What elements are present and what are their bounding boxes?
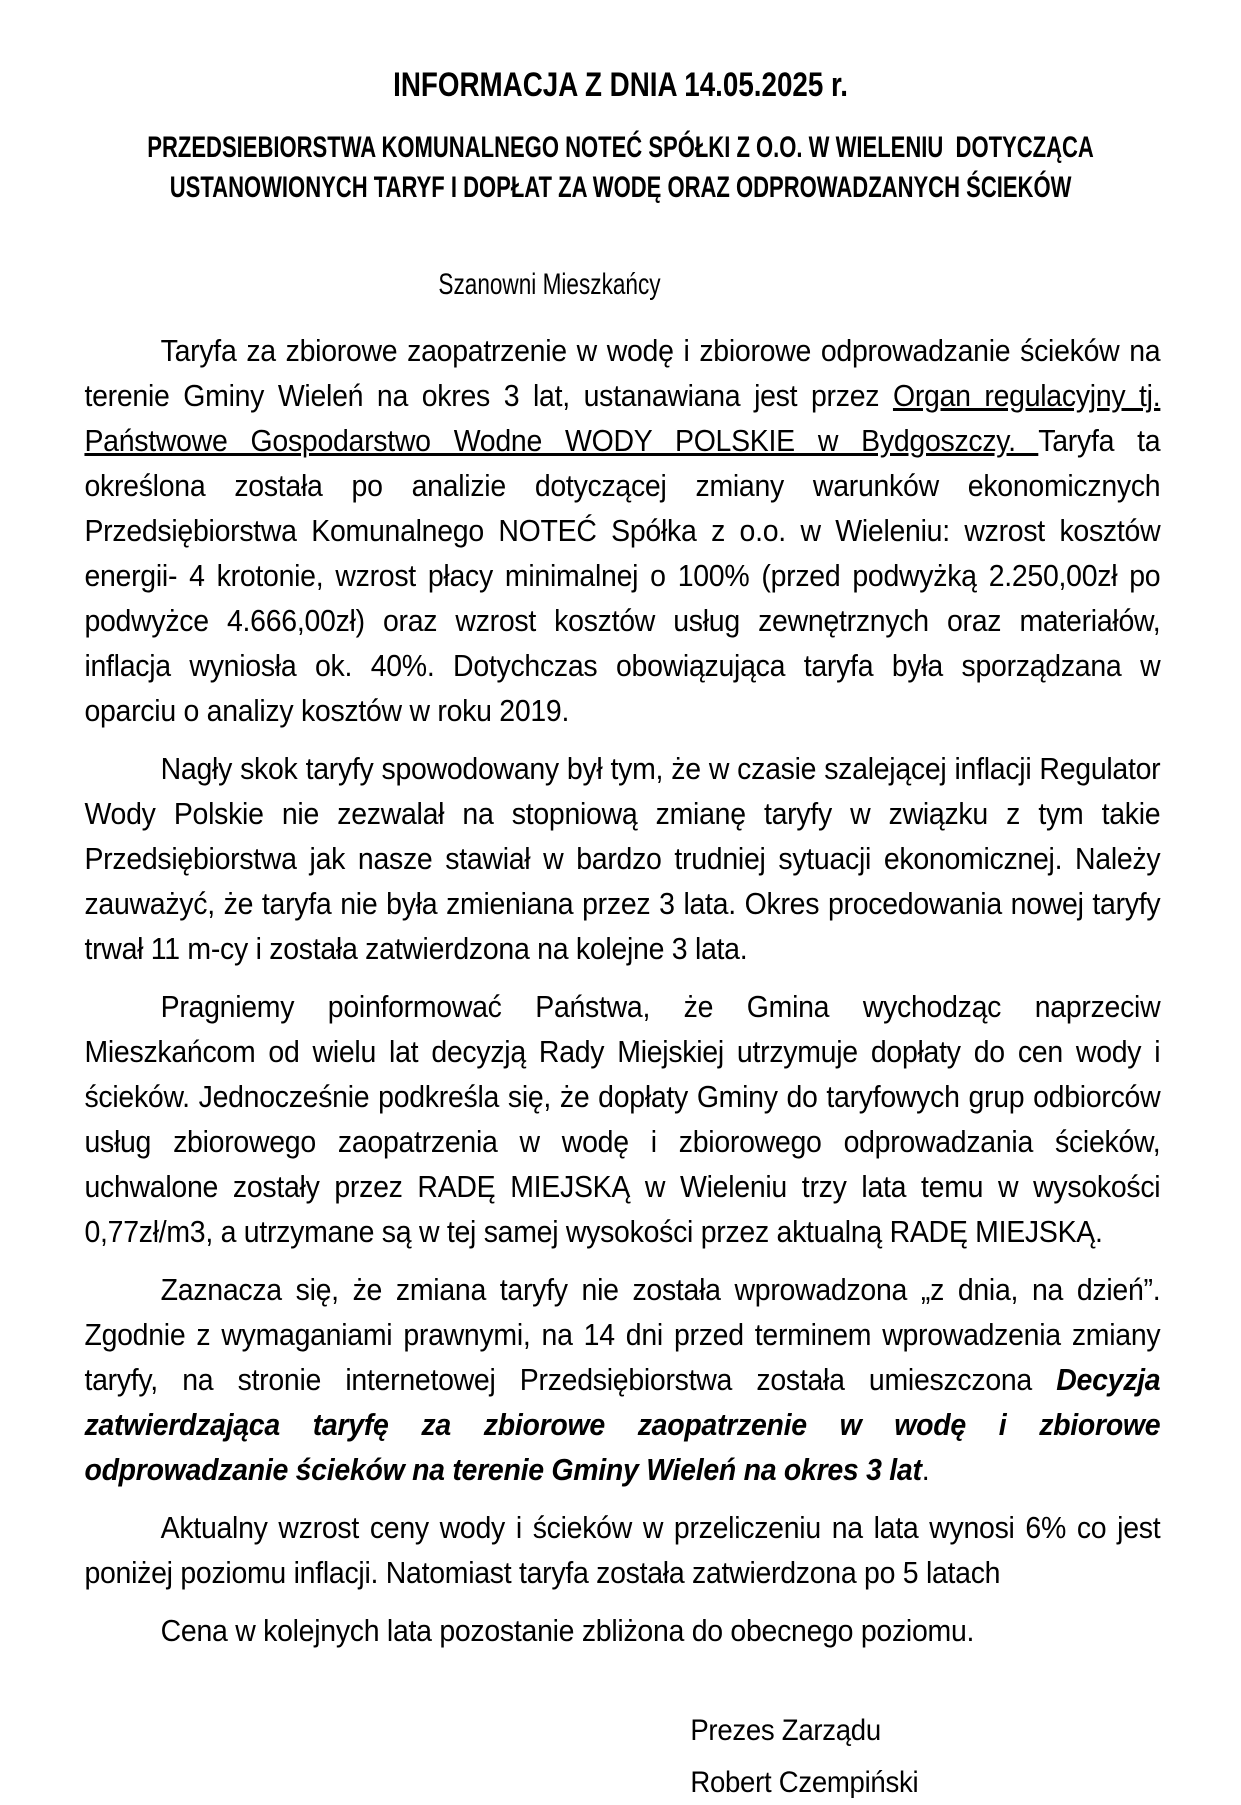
text-segment: Aktualny wzrost ceny wody i ścieków w przeliczeniu na lata wynosi 6% co jest poniżej poziomu inflacji. Natomiast taryfa została zatwierdzona po 5 latach [84,1510,1161,1590]
text-segment: . [921,1452,930,1487]
paragraph [84,1267,1160,1492]
subtitle-line: PRZEDSIEBIORSTWA KOMUNALNEGO NOTEĆ SPÓŁKI Z O.O. W WIELENIU DOTYCZĄCA [147,131,1094,164]
text-segment: Taryfa za zbiorowe zaopatrzenie w wodę i zbiorowe odprowadzanie ścieków na terenie Gminy Wieleń na okres 3 lat, ustanawiana jest przez [84,333,1161,413]
document-subtitle [0,128,1241,208]
signature-name: Robert Czempiński [690,1766,919,1799]
body-paragraphs [0,328,1241,1653]
paragraph [84,1608,1160,1653]
text-segment: Taryfa ta określona została po analizie dotyczącej zmiany warunków ekonomicznych Przedsiębiorstwa Komunalnego NOTEĆ Spółka z o.o. w Wieleniu: wzrost kosztów energii- 4 krotonie, wzrost płacy minimalnej o 100% (przed podwyżką 2.250,00zł po podwyżce 4.666,00zł) oraz wzrost kosztów usług zewnętrznych oraz materiałów, inflacja wyniosła ok. 40%. Dotychczas obowiązująca taryfa była sporządzana w oparciu o analizy kosztów w roku 2019. [84,423,1161,728]
paragraph [84,984,1160,1254]
salutation: Szanowni Mieszkańcy [438,268,661,301]
paragraph [84,328,1160,733]
paragraph [84,746,1160,971]
page-title: INFORMACJA Z DNIA 14.05.2025 r. [393,66,849,104]
bold-italic-segment: Decyzja zatwierdzająca taryfę za zbiorowe zaopatrzenie w wodę i zbiorowe odprowadzanie ścieków na terenie Gminy Wieleń na okres 3 lat [84,1362,1161,1487]
subtitle-line: USTANOWIONYCH TARYF I DOPŁAT ZA WODĘ ORAZ ODPROWADZANYCH ŚCIEKÓW [169,171,1072,204]
text-segment: Nagły skok taryfy spowodowany był tym, że w czasie szalejącej inflacji Regulator Wody Polskie nie zezwalał na stopniową zmianę taryfy w związku z tym takie Przedsiębiorstwa jak nasze stawiał w bardzo trudniej sytuacji ekonomicznej. Należy zauważyć, że taryfa nie była zmieniana przez 3 lata. Okres procedowania nowej taryfy trwał 11 m-cy i została zatwierdzona na kolejne 3 lata. [84,751,1161,966]
text-segment: Cena w kolejnych lata pozostanie zbliżona do obecnego poziomu. [160,1613,975,1648]
text-segment: Pragniemy poinformować Państwa, że Gmina wychodząc naprzeciw Mieszkańcom od wielu lat decyzją Rady Miejskiej utrzymuje dopłaty do cen wody i ścieków. Jednocześnie podkreśla się, że dopłaty Gminy do taryfowych grup odbiorców usług zbiorowego zaopatrzenia w wodę i zbiorowego odprowadzania ścieków, uchwalone zostały przez RADĘ MIEJSKĄ w Wieleniu trzy lata temu w wysokości 0,77zł/m3, a utrzymane są w tej samej wysokości przez aktualną RADĘ MIEJSKĄ. [84,989,1161,1249]
paragraph [84,1505,1160,1595]
signature-block [690,1708,1241,1805]
signature-role: Prezes Zarządu [690,1714,881,1747]
text-segment: Zaznacza się, że zmiana taryfy nie została wprowadzona „z dnia, na dzień”. Zgodnie z wymaganiami prawnymi, na 14 dni przed terminem wprowadzenia zmiany taryfy, na stronie internetowej Przedsiębiorstwa została umieszczona [84,1272,1161,1397]
salutation-row [0,262,1241,312]
underline-segment: Organ regulacyjny tj. Państwowe Gospodarstwo Wodne WODY POLSKIE w Bydgoszczy. [84,378,1161,458]
